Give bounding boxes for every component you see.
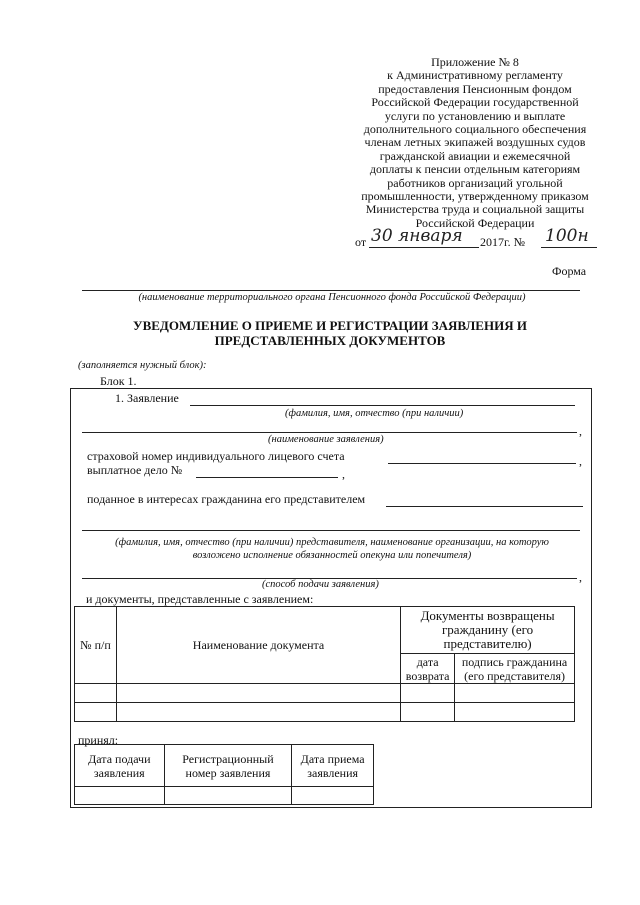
application-name-caption: (наименование заявления) — [268, 434, 384, 445]
table-cell[interactable] — [75, 684, 117, 703]
appendix-line: работников организаций угольной — [387, 175, 563, 190]
rep-caption-line: возложено исполнение обязанностей опекуна или попечителя) — [192, 550, 472, 561]
table-cell[interactable] — [75, 787, 165, 805]
fill-note: (заполняется нужный блок): — [78, 360, 207, 371]
docs-intro: и документы, представленные с заявлением: — [86, 592, 314, 606]
title-line: УВЕДОМЛЕНИЕ О ПРИЕМЕ И РЕГИСТРАЦИИ ЗАЯВЛЕНИЯ И — [133, 318, 527, 333]
representative-label: поданное в интересах гражданина его представителем — [87, 492, 366, 506]
representative-field-2[interactable] — [82, 530, 580, 531]
snils-label: страховой номер индивидуального лицевого счета — [87, 449, 345, 463]
col-return-date-header: дата возврата — [401, 654, 455, 684]
receipt-table — [74, 744, 374, 805]
block-label: Блок 1. — [100, 374, 137, 388]
col-signature-header: подпись гражданина (его представителя) — [455, 654, 575, 684]
table-cell[interactable] — [401, 684, 455, 703]
col-submit-date-header: Дата подачи заявления — [75, 745, 165, 787]
col-accept-date-header: Дата приема заявления — [292, 745, 374, 787]
table-cell[interactable] — [292, 787, 374, 805]
page-title — [80, 318, 580, 348]
table-cell[interactable] — [401, 703, 455, 722]
application-name-field[interactable] — [82, 432, 577, 433]
appendix-line: Российской Федерации — [415, 215, 535, 230]
method-caption: (способ подачи заявления) — [262, 579, 379, 590]
appendix-line: дополнительного социального обеспечения — [363, 122, 587, 137]
appendix-line: членам летных экипажей воздушных судов — [364, 135, 586, 150]
accepted-label: принял: — [78, 733, 119, 747]
appendix-line: Приложение № 8 — [431, 55, 519, 69]
table-cell[interactable] — [116, 684, 400, 703]
application-label: 1. Заявление — [115, 391, 179, 405]
order-number-handwritten: 100н — [545, 226, 589, 246]
table-cell[interactable] — [164, 787, 292, 805]
col-document-name-header: Наименование документа — [116, 607, 400, 684]
fio-caption: (фамилия, имя, отчество (при наличии) — [285, 408, 464, 419]
documents-table — [74, 606, 575, 722]
rep-caption-line: (фамилия, имя, отчество (при наличии) представителя, наименование организации, на которую — [115, 537, 549, 548]
appendix-line: услуги по установлению и выплате — [384, 108, 566, 123]
appendix-line: Министерства труда и социальной защиты — [365, 202, 585, 217]
appendix-line: доплаты к пенсии отдельным категориям — [369, 162, 581, 177]
col-returned-header: Документы возвращены гражданину (его представителю) — [401, 607, 575, 654]
snils-field[interactable] — [388, 463, 576, 464]
fio-field[interactable] — [190, 405, 575, 406]
appendix-line: гражданской авиации и ежемесячной — [379, 148, 571, 163]
date-year: 2017г. № — [480, 235, 526, 249]
territorial-caption: (наименование территориального органа Пенсионного фонда Российской Федерации) — [138, 292, 526, 303]
appendix-line: Российской Федерации государственной — [371, 95, 579, 110]
representative-field[interactable] — [386, 506, 583, 507]
title-line: ПРЕДСТАВЛЕННЫХ ДОКУМЕНТОВ — [214, 333, 446, 348]
table-row — [75, 787, 374, 805]
representative-caption — [82, 536, 582, 562]
date-prefix: от — [355, 235, 367, 249]
table-cell[interactable] — [455, 684, 575, 703]
case-label: выплатное дело № — [87, 463, 183, 477]
table-row — [75, 684, 575, 703]
order-date-line — [355, 226, 600, 250]
date-handwritten: 30 января — [371, 226, 463, 246]
table-row — [75, 703, 575, 722]
appendix-header — [340, 56, 610, 230]
appendix-line: промышленности, утвержденному приказом — [361, 189, 589, 204]
form-label: Форма — [552, 264, 587, 278]
col-reg-number-header: Регистрационный номер заявления — [164, 745, 292, 787]
appendix-line: предоставления Пенсионным фондом — [378, 81, 572, 96]
col-number-header: № п/п — [75, 607, 117, 684]
table-cell[interactable] — [75, 703, 117, 722]
table-cell[interactable] — [116, 703, 400, 722]
table-cell[interactable] — [455, 703, 575, 722]
case-number-field[interactable] — [196, 477, 338, 478]
appendix-line: к Административному регламенту — [387, 68, 563, 83]
